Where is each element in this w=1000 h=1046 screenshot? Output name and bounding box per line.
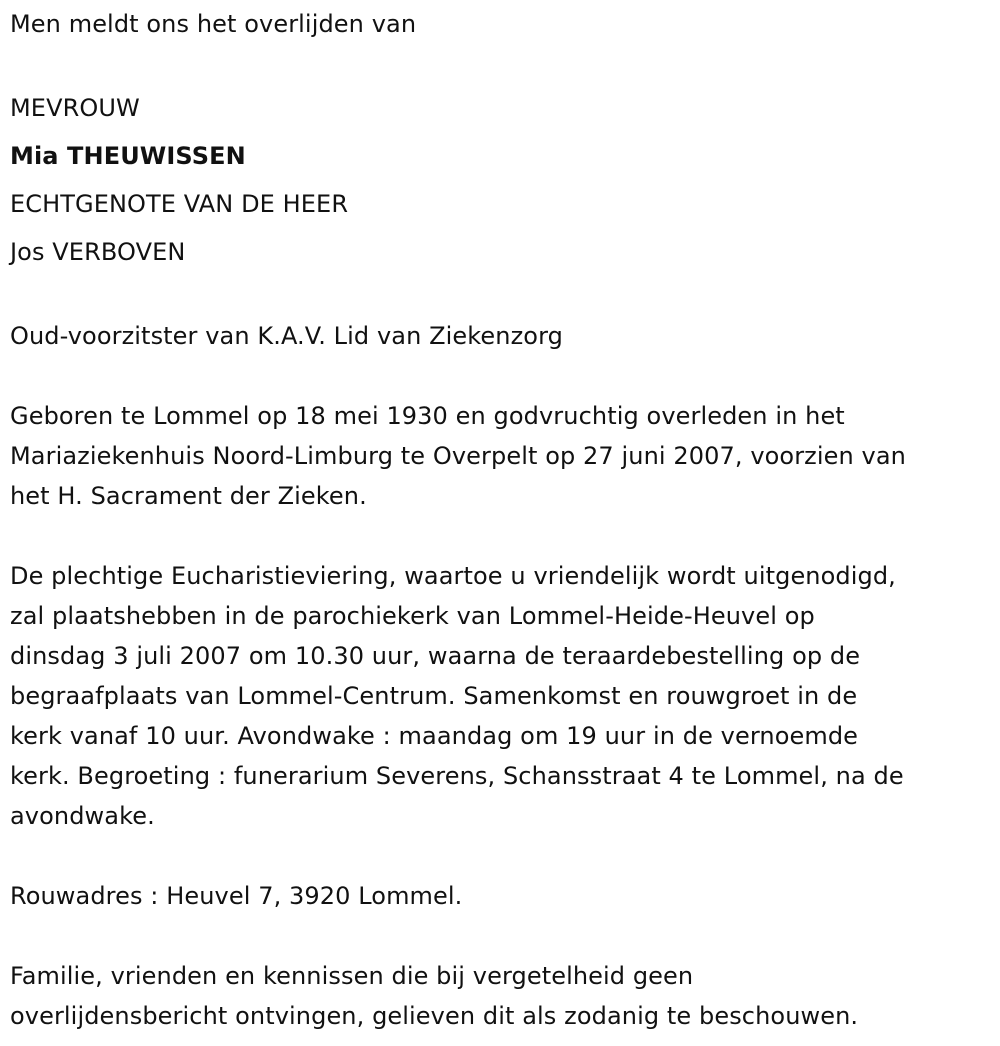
death-notice	[10, 4, 995, 1036]
paragraph-line: Mariaziekenhuis Noord-Limburg te Overpelt op 27 juni 2007, voorzien van	[10, 442, 906, 470]
paragraph-line: De plechtige Eucharistieviering, waartoe u vriendelijk wordt uitgenodigd,	[10, 562, 896, 590]
paragraph-line: kerk vanaf 10 uur. Avondwake : maandag om 19 uur in de vernoemde	[10, 722, 859, 750]
mourning-address: Rouwadres : Heuvel 7, 3920 Lommel.	[10, 882, 463, 910]
paragraph-line: het H. Sacrament der Zieken.	[10, 482, 367, 510]
spacer	[10, 836, 995, 876]
role-text: Oud-voorzitster van K.A.V. Lid van Ziekenzorg	[10, 322, 563, 350]
birth-death-paragraph	[10, 396, 995, 516]
paragraph-line: avondwake.	[10, 802, 155, 830]
paragraph-line: dinsdag 3 juli 2007 om 10.30 uur, waarna de teraardebestelling op de	[10, 642, 861, 670]
closing-paragraph	[10, 956, 995, 1036]
spacer	[10, 516, 995, 556]
relation-text: ECHTGENOTE VAN DE HEER	[10, 190, 349, 218]
deceased-name: Mia THEUWISSEN	[10, 142, 246, 170]
salutation: MEVROUW	[10, 94, 140, 122]
person-block	[10, 84, 995, 276]
paragraph-line: kerk. Begroeting : funerarium Severens, Schansstraat 4 te Lommel, na de	[10, 762, 904, 790]
spacer	[10, 916, 995, 956]
spacer	[10, 356, 995, 396]
paragraph-line: Geboren te Lommel op 18 mei 1930 en godvruchtig overleden in het	[10, 402, 845, 430]
spacer	[10, 44, 995, 84]
spouse-name: Jos VERBOVEN	[10, 238, 186, 266]
paragraph-line: Familie, vrienden en kennissen die bij vergetelheid geen	[10, 962, 694, 990]
intro-text: Men meldt ons het overlijden van	[10, 10, 417, 38]
spacer	[10, 276, 995, 316]
paragraph-line: overlijdensbericht ontvingen, gelieven dit als zodanig te beschouwen.	[10, 1002, 859, 1030]
paragraph-line: zal plaatshebben in de parochiekerk van Lommel-Heide-Heuvel op	[10, 602, 815, 630]
paragraph-line: begraafplaats van Lommel-Centrum. Samenkomst en rouwgroet in de	[10, 682, 858, 710]
ceremony-paragraph	[10, 556, 995, 836]
